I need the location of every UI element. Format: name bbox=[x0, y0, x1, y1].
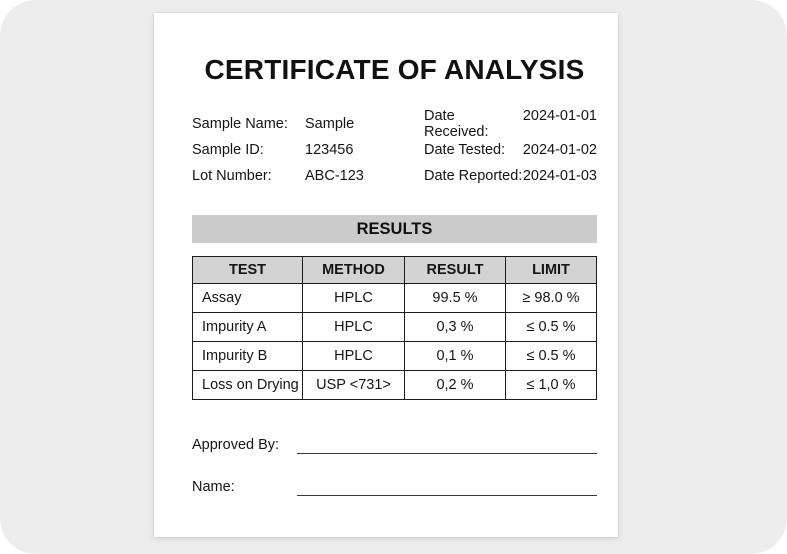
name-label: Name: bbox=[192, 479, 235, 495]
lot-number-value: ABC-123 bbox=[305, 168, 364, 184]
cell-result: 0,1 % bbox=[405, 342, 506, 371]
cell-method: HPLC bbox=[303, 313, 405, 342]
header-limit: LIMIT bbox=[506, 257, 597, 284]
date-received-value: 2024-01-01 bbox=[522, 108, 597, 124]
header-method: METHOD bbox=[303, 257, 405, 284]
cell-limit: ≤ 1,0 % bbox=[506, 371, 597, 400]
header-result: RESULT bbox=[405, 257, 506, 284]
sample-info-section bbox=[192, 108, 597, 189]
date-received-label: Date Received: bbox=[424, 108, 489, 140]
sample-name-label: Sample Name: bbox=[192, 116, 288, 132]
sample-name-value: Sample bbox=[305, 116, 355, 132]
sample-info-row bbox=[192, 137, 597, 163]
cell-method: HPLC bbox=[303, 342, 405, 371]
cell-limit: ≤ 0.5 % bbox=[506, 342, 597, 371]
results-banner: RESULTS bbox=[192, 215, 597, 243]
date-reported-value: 2024-01-03 bbox=[522, 168, 597, 184]
lot-number-label: Lot Number: bbox=[192, 168, 272, 184]
sample-info-row bbox=[192, 108, 597, 140]
name-row bbox=[192, 478, 597, 496]
approved-by-label: Approved By: bbox=[192, 437, 280, 453]
certificate-title: CERTIFICATE OF ANALYSIS bbox=[204, 54, 585, 85]
name-signature-line bbox=[297, 478, 597, 496]
approved-by-row bbox=[192, 436, 597, 454]
table-header-row bbox=[193, 257, 597, 284]
cell-test: Assay bbox=[193, 284, 303, 313]
date-tested-label: Date Tested: bbox=[424, 142, 506, 158]
date-tested-value: 2024-01-02 bbox=[522, 142, 597, 158]
table-row bbox=[193, 371, 597, 400]
sample-id-label: Sample ID: bbox=[192, 142, 264, 158]
certificate-sheet bbox=[154, 13, 618, 537]
results-table bbox=[192, 256, 597, 400]
cell-limit: ≥ 98.0 % bbox=[506, 284, 597, 313]
cell-method: HPLC bbox=[303, 284, 405, 313]
cell-result: 0,2 % bbox=[405, 371, 506, 400]
cell-result: 0,3 % bbox=[405, 313, 506, 342]
date-reported-label: Date Reported: bbox=[424, 168, 523, 184]
cell-result: 99.5 % bbox=[405, 284, 506, 313]
cell-limit: ≤ 0.5 % bbox=[506, 313, 597, 342]
table-row bbox=[193, 342, 597, 371]
cell-test: Impurity A bbox=[193, 313, 303, 342]
header-test: TEST bbox=[193, 257, 303, 284]
table-row bbox=[193, 284, 597, 313]
sample-id-value: 123456 bbox=[305, 142, 354, 158]
approved-by-signature-line bbox=[297, 436, 597, 454]
cell-method: USP <731> bbox=[303, 371, 405, 400]
table-row bbox=[193, 313, 597, 342]
cell-test: Impurity B bbox=[193, 342, 303, 371]
sample-info-row bbox=[192, 163, 597, 189]
cell-test: Loss on Drying bbox=[193, 371, 303, 400]
